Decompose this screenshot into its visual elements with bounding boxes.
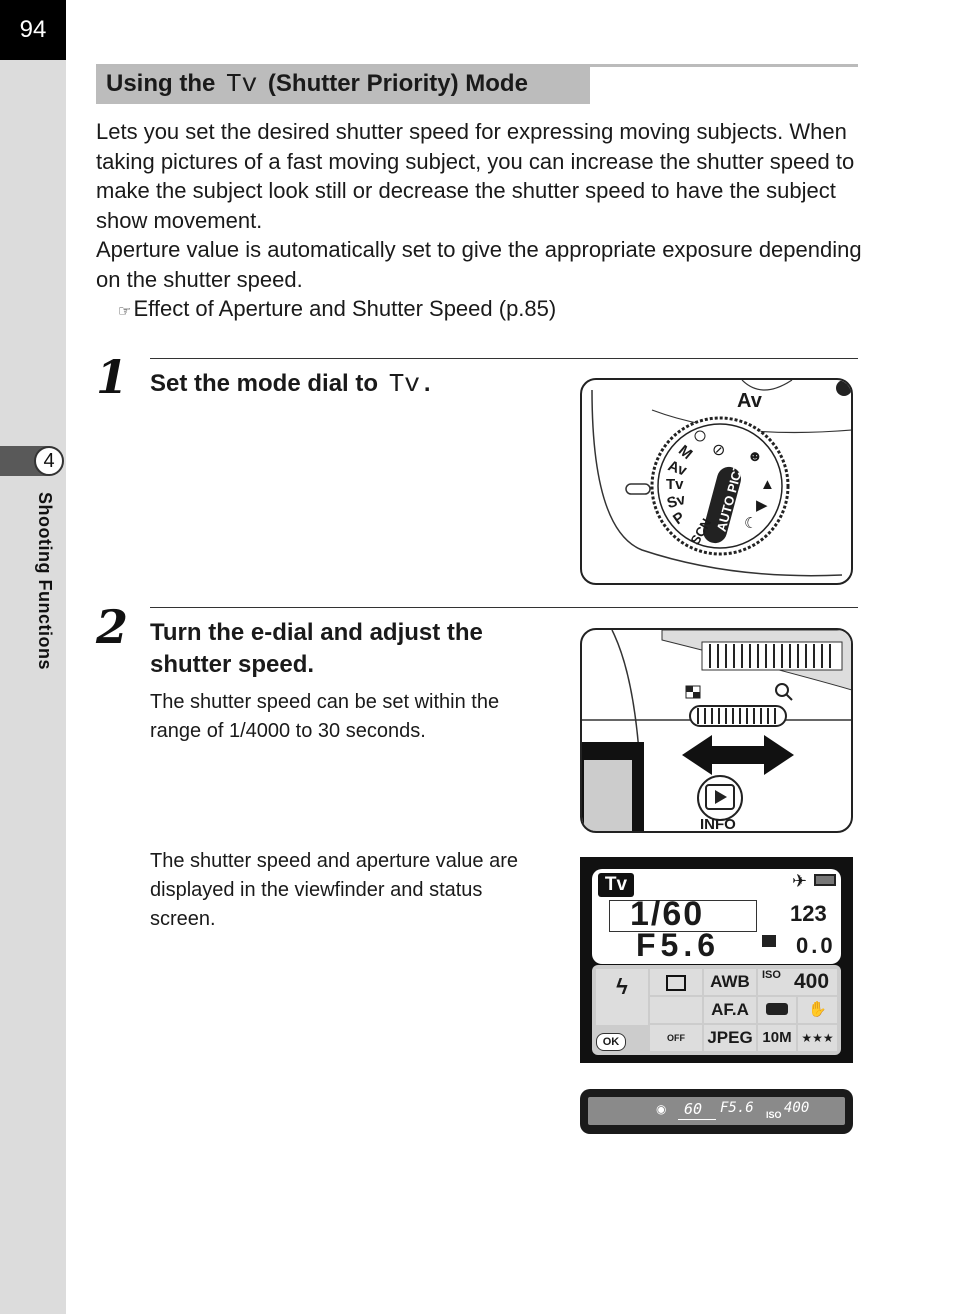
recorded-pixels: 10M — [758, 1025, 796, 1051]
metering-icon — [758, 997, 796, 1023]
vf-iso-label: ISO — [766, 1110, 782, 1120]
white-balance: AWB — [704, 969, 756, 995]
dial-label-tv: Tv — [666, 476, 684, 493]
night-icon: ☾ — [744, 515, 758, 532]
dial-label-m: M — [674, 441, 696, 464]
section-title-prefix: Using the — [106, 70, 216, 97]
drive-mode-icon — [650, 969, 702, 995]
viewfinder-illustration — [580, 1089, 853, 1134]
frames-remaining: 123 — [790, 901, 827, 926]
step-2-body-2: The shutter speed and aperture value are displayed in the viewfinder and status screen. — [150, 850, 519, 930]
step-2-number: 2 — [96, 600, 129, 654]
section-title — [106, 69, 528, 99]
iso-value: 400 — [794, 970, 830, 993]
intro-paragraph-1: Lets you set the desired shutter speed for expressing moving subjects. When taking pictures of a fast moving subject, you can increase the shutter speed to make the subject look still or decrease the shutter speed to have the subject show movement. — [96, 119, 855, 233]
step-2-body: The shutter speed can be set within the range of 1/4000 to 30 seconds. — [150, 691, 500, 742]
tv-mode-symbol: Tv — [226, 69, 258, 99]
page-number: 94 — [0, 0, 66, 60]
ev-compensation-icon — [762, 935, 776, 947]
ok-button-label: OK — [596, 1033, 626, 1051]
sport-icon: ▶ — [756, 497, 768, 514]
dial-label-p: P — [670, 508, 688, 529]
section-title-suffix: (Shutter Priority) Mode — [267, 70, 528, 97]
step-1-title-suffix: . — [423, 370, 431, 397]
flash-off-icon: ⊘ — [712, 442, 726, 459]
dial-label-sv: Sv — [665, 490, 688, 513]
status-screen-illustration — [580, 857, 853, 1063]
chapter-title: Shooting Functions — [35, 492, 55, 670]
af-mode: AF.A — [704, 997, 756, 1023]
info-button-label: INFO — [700, 816, 736, 833]
dial-label-av: Av — [665, 457, 689, 480]
step-1-rule — [150, 358, 858, 359]
reference-link[interactable]: Effect of Aperture and Shutter Speed (p.85) — [133, 296, 557, 321]
battery-icon — [814, 874, 836, 886]
pointing-hand-icon: ☞ — [118, 303, 132, 320]
e-dial-illustration — [580, 628, 853, 833]
dial-label-scn: SCN — [687, 515, 715, 548]
step-1-number: 1 — [96, 350, 129, 404]
chapter-number: 4 — [34, 446, 64, 476]
lcd-aperture: F5.6 — [636, 927, 721, 963]
airplane-icon: ✈ — [792, 871, 808, 891]
iso-label: ISO — [762, 969, 781, 981]
lcd-mode-badge: Tv — [598, 873, 634, 897]
ev-compensation-value: 0.0 — [796, 933, 836, 958]
file-format: JPEG — [704, 1025, 756, 1051]
mode-dial-illustration — [580, 378, 853, 585]
vf-shutter-speed: 60 — [684, 1100, 703, 1118]
step-1-title-prefix: Set the mode dial to — [150, 370, 379, 397]
vf-shake-icon: ◉ — [656, 1102, 667, 1116]
landscape-icon: ▲ — [760, 476, 775, 493]
intro-paragraph-2: Aperture value is automatically set to give the appropriate exposure depending on the shutter speed. — [96, 237, 862, 292]
step-1-title — [150, 368, 431, 400]
reference-line — [96, 294, 876, 327]
lens-correction-label: OFF — [650, 1025, 702, 1051]
vf-underline — [678, 1119, 716, 1120]
dial-top-label: Av — [737, 390, 762, 412]
intro-text — [96, 117, 876, 327]
step-2-rule — [150, 607, 858, 608]
flash-mode-icon: ϟ — [596, 969, 648, 1025]
quality-level: ★★★ — [798, 1025, 837, 1051]
lcd-shutter-speed: 1/60 — [630, 895, 705, 933]
vf-aperture: F5.6 — [720, 1100, 754, 1116]
sidebar — [0, 0, 66, 1314]
shake-reduction-icon: ✋ — [798, 997, 837, 1023]
tv-mode-symbol: Tv — [388, 369, 420, 399]
dial-center-label: AUTO PICT — [713, 461, 747, 534]
vf-iso-value: 400 — [784, 1100, 810, 1116]
step-2-title: Turn the e-dial and adjust the shutter speed. — [150, 619, 483, 678]
portrait-icon: ☻ — [747, 448, 763, 465]
custom-image-icon — [650, 997, 702, 1023]
